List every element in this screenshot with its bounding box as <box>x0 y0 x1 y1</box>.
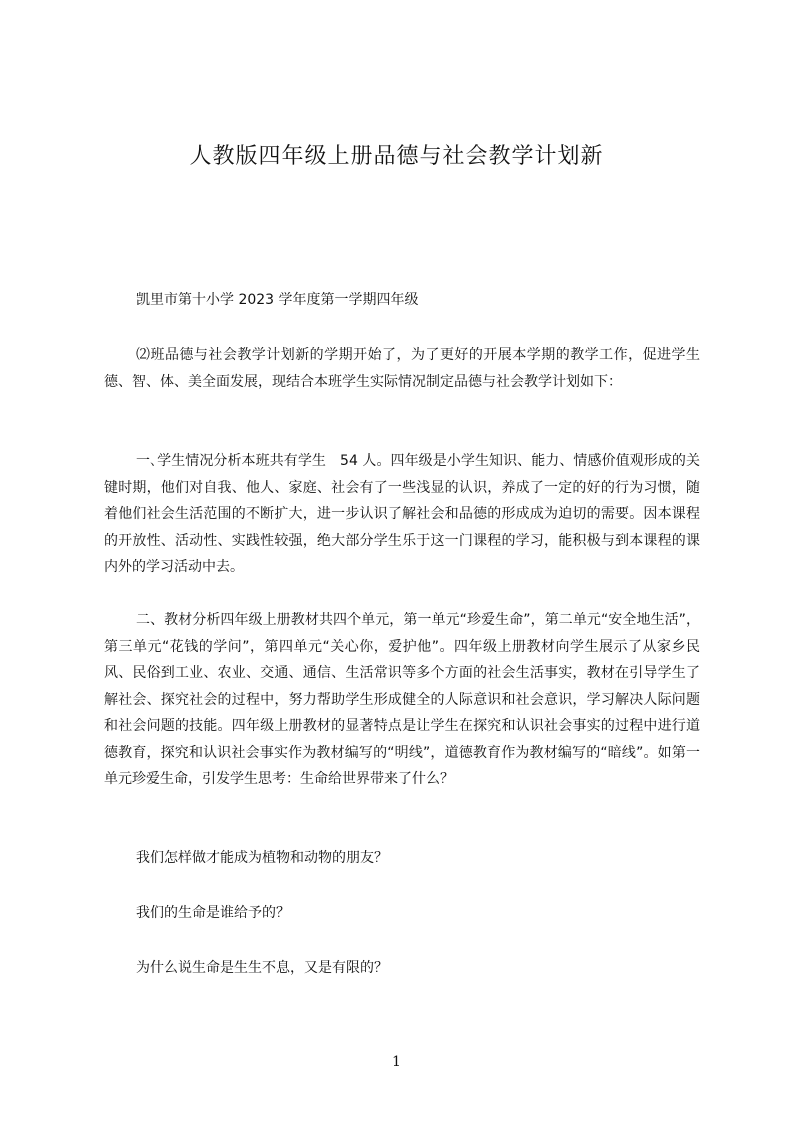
document-title: 人教版四年级上册品德与社会教学计划新 <box>189 144 604 169</box>
question-paragraph-1: 我们怎样做才能成为植物和动物的朋友？ <box>136 850 388 866</box>
school-term-line: 凯里市第十小学 2023 学年度第一学期四年级 <box>136 292 419 308</box>
page-number: 1 <box>392 1054 401 1070</box>
question-paragraph-2: 我们的生命是谁给予的？ <box>136 905 290 921</box>
textbook-analysis-paragraph: 二、教材分析四年级上册教材共四个单元，第一单元“珍爱生命”，第二单元“安全地生活”，第三单元“花钱的学问”，第四单元“关心你，爱护他”。四年级上册教材向学生展示了从家乡民风、民俗到工业、农业、交通、通信、生活常识等多个方面的社会生活事实，教材在引导学生了解社会、探究社会的过程中，努力帮助学生形成健全的人际意识和社会意识，学习解决人际问题和社会问题的技能。四年级上册教材的显著特点是让学生在探究和认识社会事实的过程中进行道德教育，探究和认识社会事实作为教材编写的“明线”，道德教育作为教材编写的“暗线”。如第一单元珍爱生命，引发学生思考：生命给世界带来了什么？ <box>104 612 700 787</box>
intro-paragraph: ⑵班品德与社会教学计划新的学期开始了，为了更好的开展本学期的教学工作，促进学生德、智、体、美全面发展，现结合本班学生实际情况制定品德与社会教学计划如下： <box>104 347 700 390</box>
question-paragraph-3: 为什么说生命是生生不息，又是有限的？ <box>136 960 388 976</box>
student-analysis-paragraph: 一､学生情况分析本班共有学生 54 人。四年级是小学生知识、能力、情感价值观形成的关键时期，他们对自我、他人、家庭、社会有了一些浅显的认识，养成了一定的好的行为习惯，随着他们社会生活范围的不断扩大，进一步认识了解社会和品德的形成成为迫切的需要。因本课程的开放性、活动性、实践性较强，绝大部分学生乐于这一门课程的学习，能积极与到本课程的课内外的学习活动中去。 <box>104 453 700 575</box>
